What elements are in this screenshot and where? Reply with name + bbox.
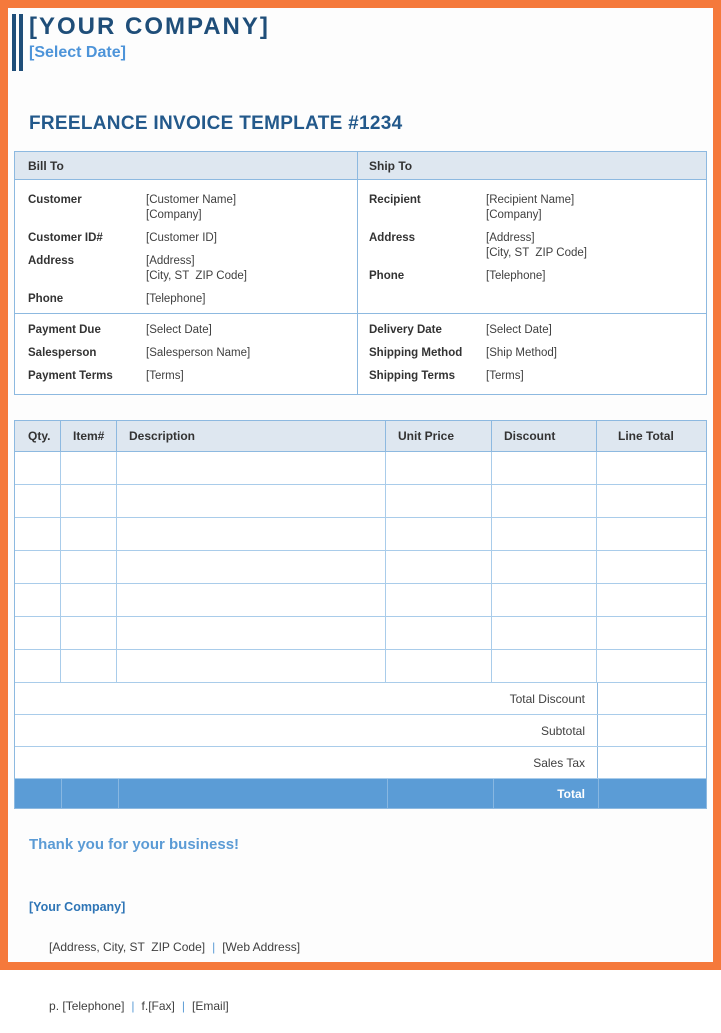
- item-line-total-cell[interactable]: [597, 551, 706, 583]
- item-qty-cell[interactable]: [15, 617, 61, 649]
- bill-to-details: [15, 180, 358, 313]
- shipping-method-row: [369, 346, 698, 361]
- footer-separator: |: [212, 940, 216, 954]
- item-qty-cell[interactable]: [15, 551, 61, 583]
- info-table-details-row: [15, 180, 706, 314]
- item-description-cell[interactable]: [117, 584, 386, 616]
- footer-separator: |: [131, 999, 135, 1013]
- sales-tax-label: Sales Tax: [533, 755, 585, 770]
- ship-address-row: [369, 231, 698, 261]
- item-number-cell[interactable]: [61, 650, 117, 682]
- item-discount-cell[interactable]: [492, 584, 597, 616]
- footer-address-line: [29, 920, 713, 974]
- payment-terms-row: [28, 369, 349, 384]
- item-number-cell[interactable]: [61, 518, 117, 550]
- shipping-terms-block: [358, 314, 706, 394]
- footer-company-name: [Your Company]: [29, 900, 126, 914]
- item-discount-cell[interactable]: [492, 518, 597, 550]
- info-table-header-row: [15, 152, 706, 180]
- payment-terms-label: Payment Terms: [28, 370, 113, 382]
- footer-web-address: [Web Address]: [222, 940, 301, 954]
- footer-address: [Address, City, ST ZIP Code]: [49, 940, 206, 954]
- customer-row: [28, 193, 349, 223]
- item-unit-price-cell[interactable]: [386, 551, 492, 583]
- customer-label: Customer: [28, 194, 82, 206]
- bill-phone-row: [28, 292, 349, 307]
- company-header: [12, 13, 713, 71]
- item-discount-cell[interactable]: [492, 485, 597, 517]
- customer-id-row: [28, 231, 349, 246]
- item-number-cell[interactable]: [61, 452, 117, 484]
- item-line-total-cell[interactable]: [597, 485, 706, 517]
- total-discount-label: Total Discount: [509, 691, 585, 706]
- payment-due-field[interactable]: [Select Date]: [146, 324, 212, 336]
- item-number-cell[interactable]: [61, 584, 117, 616]
- page-title: FREELANCE INVOICE TEMPLATE #1234: [29, 113, 403, 134]
- bill-address-field[interactable]: [Address]: [146, 255, 195, 267]
- ship-phone-label: Phone: [369, 270, 405, 282]
- payment-due-row: [28, 323, 349, 338]
- salesperson-row: [28, 346, 349, 361]
- delivery-date-label: Delivery Date: [369, 324, 442, 336]
- item-unit-price-cell[interactable]: [386, 518, 492, 550]
- description-column-header: Description: [117, 421, 386, 451]
- footer-contact-line: [29, 979, 713, 1033]
- total-discount-row: [15, 683, 706, 715]
- bill-city-field[interactable]: [City, ST ZIP Code]: [146, 270, 247, 282]
- item-description-cell[interactable]: [117, 518, 386, 550]
- customer-id-label: Customer ID#: [28, 232, 103, 244]
- item-row: [15, 584, 706, 617]
- select-date-field[interactable]: [Select Date]: [29, 44, 126, 61]
- item-discount-cell[interactable]: [492, 650, 597, 682]
- bill-phone-field[interactable]: [Telephone]: [146, 293, 206, 305]
- shipping-terms-label: Shipping Terms: [369, 370, 456, 382]
- item-row: [15, 551, 706, 584]
- line-total-column-header: Line Total: [618, 429, 674, 443]
- payment-terms-field[interactable]: [Terms]: [146, 370, 184, 382]
- brand-bars-icon: [12, 14, 26, 71]
- item-number-cell[interactable]: [61, 617, 117, 649]
- subtotal-row: [15, 715, 706, 747]
- item-qty-cell[interactable]: [15, 650, 61, 682]
- recipient-company-field[interactable]: [Company]: [486, 209, 542, 221]
- subtotal-value-cell[interactable]: [597, 715, 706, 746]
- line-items-body: [15, 452, 706, 683]
- ship-to-header: Ship To: [369, 158, 413, 173]
- item-description-cell[interactable]: [117, 551, 386, 583]
- item-row: [15, 518, 706, 551]
- item-line-total-cell[interactable]: [597, 518, 706, 550]
- subtotal-label: Subtotal: [540, 723, 585, 738]
- item-unit-price-cell[interactable]: [386, 584, 492, 616]
- salesperson-label: Salesperson: [28, 347, 97, 359]
- sales-tax-value-cell[interactable]: [597, 747, 706, 778]
- line-items-table: [14, 420, 707, 809]
- shipping-terms-field[interactable]: [Terms]: [486, 370, 524, 382]
- company-name-placeholder[interactable]: [YOUR COMPANY]: [29, 13, 270, 40]
- shipping-method-label: Shipping Method: [369, 347, 463, 359]
- recipient-label: Recipient: [369, 194, 421, 206]
- payment-terms-block: [15, 314, 358, 394]
- ship-phone-field[interactable]: [Telephone]: [486, 270, 546, 282]
- discount-column-header: Discount: [492, 421, 597, 451]
- item-unit-price-cell[interactable]: [386, 485, 492, 517]
- recipient-name-field[interactable]: [Recipient Name]: [486, 194, 575, 206]
- item-line-total-cell[interactable]: [597, 617, 706, 649]
- item-discount-cell[interactable]: [492, 551, 597, 583]
- item-qty-cell[interactable]: [15, 485, 61, 517]
- footer-email: [Email]: [192, 999, 229, 1013]
- info-table-terms-row: [15, 314, 706, 394]
- item-number-column-header: Item#: [61, 421, 117, 451]
- bill-to-header: Bill To: [15, 152, 358, 179]
- item-row: [15, 452, 706, 485]
- bill-address-label: Address: [28, 255, 75, 267]
- footer-phone: p. [Telephone]: [49, 999, 125, 1013]
- ship-address-field[interactable]: [Address]: [486, 232, 535, 244]
- recipient-row: [369, 193, 698, 223]
- payment-due-label: Payment Due: [28, 324, 101, 336]
- thank-you-message: Thank you for your business!: [29, 836, 240, 853]
- item-line-total-cell[interactable]: [597, 452, 706, 484]
- item-unit-price-cell[interactable]: [386, 650, 492, 682]
- unit-price-column-header: Unit Price: [386, 421, 492, 451]
- ship-address-label: Address: [369, 232, 416, 244]
- item-qty-cell[interactable]: [15, 518, 61, 550]
- item-qty-cell[interactable]: [15, 452, 61, 484]
- item-line-total-cell[interactable]: [597, 650, 706, 682]
- item-qty-cell[interactable]: [15, 584, 61, 616]
- item-description-cell[interactable]: [117, 452, 386, 484]
- grand-total-label: Total: [557, 786, 585, 801]
- item-description-cell[interactable]: [117, 485, 386, 517]
- delivery-date-row: [369, 323, 698, 338]
- item-unit-price-cell[interactable]: [386, 617, 492, 649]
- total-discount-value-cell[interactable]: [597, 683, 706, 714]
- customer-name-field[interactable]: [Customer Name]: [146, 194, 237, 206]
- item-number-cell[interactable]: [61, 485, 117, 517]
- ship-city-field[interactable]: [City, ST ZIP Code]: [486, 247, 587, 259]
- customer-id-field[interactable]: [Customer ID]: [146, 232, 217, 244]
- item-line-total-cell[interactable]: [597, 584, 706, 616]
- salesperson-field[interactable]: [Salesperson Name]: [146, 347, 251, 359]
- item-discount-cell[interactable]: [492, 452, 597, 484]
- footer-fax: f.[Fax]: [141, 999, 175, 1013]
- bill-phone-label: Phone: [28, 293, 64, 305]
- footer: [29, 900, 713, 1033]
- customer-company-field[interactable]: [Company]: [146, 209, 202, 221]
- ship-to-details: [358, 180, 706, 313]
- item-discount-cell[interactable]: [492, 617, 597, 649]
- shipping-method-field[interactable]: [Ship Method]: [486, 347, 557, 359]
- item-row: [15, 617, 706, 650]
- qty-column-header: Qty.: [15, 421, 61, 451]
- line-items-header-row: [15, 421, 706, 452]
- ship-phone-row: [369, 269, 698, 284]
- delivery-date-field[interactable]: [Select Date]: [486, 324, 552, 336]
- item-description-cell[interactable]: [117, 650, 386, 682]
- totals-section: [15, 683, 706, 808]
- bill-address-row: [28, 254, 349, 284]
- item-unit-price-cell[interactable]: [386, 452, 492, 484]
- shipping-terms-row: [369, 369, 698, 384]
- item-description-cell[interactable]: [117, 617, 386, 649]
- item-row: [15, 485, 706, 518]
- billing-shipping-table: [14, 151, 707, 395]
- item-row: [15, 650, 706, 683]
- item-number-cell[interactable]: [61, 551, 117, 583]
- sales-tax-row: [15, 747, 706, 779]
- footer-separator: |: [181, 999, 186, 1013]
- grand-total-row: [15, 779, 706, 808]
